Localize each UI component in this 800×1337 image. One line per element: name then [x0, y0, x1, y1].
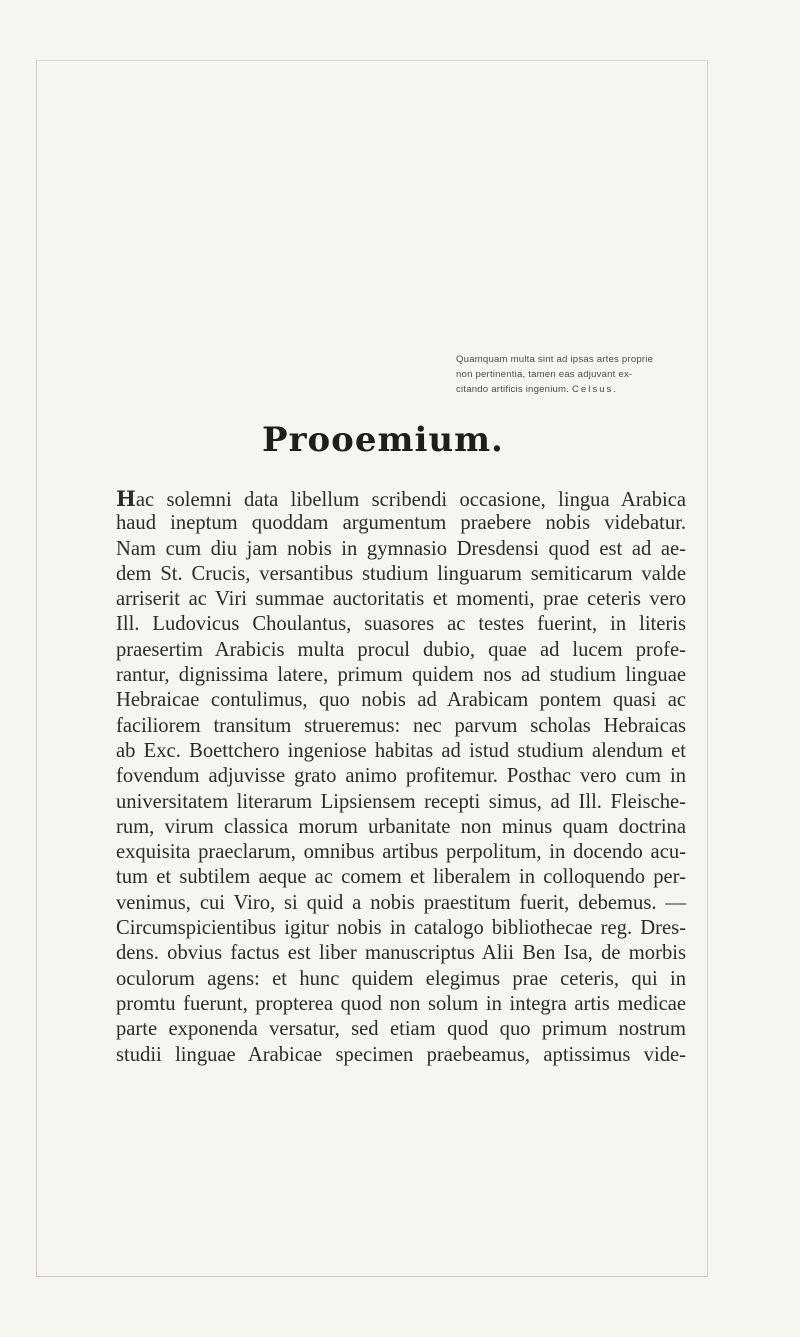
body-text — [116, 486, 686, 1068]
text-line — [116, 486, 686, 511]
epigraph-author: Celsus. — [572, 384, 618, 395]
text-line: Circumspicientibus igitur nobis in catalogo bibliothecae reg. Dres- — [116, 917, 686, 940]
text-line: tum et subtilem aeque ac comem et liberalem in colloquendo per- — [116, 866, 686, 889]
text-line: dens. obvius factus est liber manuscriptus Alii Ben Isa, de morbis — [116, 942, 686, 965]
text-line: exquisita praeclarum, omnibus artibus perpolitum, in docendo acu- — [116, 841, 686, 864]
initial-letter: H — [116, 486, 136, 511]
first-line-text: ac solemni data libellum scribendi occasione, lingua Arabica — [135, 489, 686, 511]
text-line: ab Exc. Boettchero ingeniose habitas ad istud studium alendum et — [116, 739, 686, 762]
text-line: venimus, cui Viro, si quid a nobis praestitum fuerit, debemus. — — [116, 891, 686, 914]
text-line: studii linguae Arabicae specimen praebeamus, aptissimus vide- — [116, 1043, 686, 1066]
text-line: Hebraicae contulimus, quo nobis ad Arabicam pontem quasi ac — [116, 689, 686, 712]
text-line: rum, virum classica morum urbanitate non minus quam doctrina — [116, 815, 686, 838]
text-line: faciliorem transitum strueremus: nec parvum scholas Hebraicas — [116, 714, 686, 737]
epigraph-line — [456, 382, 706, 397]
epigraph-line: Quamquam multa sint ad ipsas artes proprie — [456, 354, 654, 365]
text-line: haud ineptum quoddam argumentum praebere nobis videbatur. — [116, 512, 686, 535]
epigraph — [456, 352, 706, 397]
text-line: Ill. Ludovicus Choulantus, suasores ac testes fuerint, in literis — [116, 613, 686, 636]
text-line: parte exponenda versatur, sed etiam quod quo primum nostrum — [116, 1018, 686, 1041]
text-line: oculorum agens: et hunc quidem elegimus prae ceteris, qui in — [116, 967, 686, 990]
text-line: praesertim Arabicis multa procul dubio, quae ad lucem profe- — [116, 638, 686, 661]
text-line: fovendum adjuvisse grato animo profitemur. Posthac vero cum in — [116, 765, 686, 788]
page-title: Prooemium. — [262, 420, 504, 460]
text-line: promtu fuerunt, propterea quod non solum in integra artis medicae — [116, 992, 686, 1015]
epigraph-line: non pertinentia, tamen eas adjuvant ex- — [456, 369, 633, 380]
text-line: dem St. Crucis, versantibus studium linguarum semiticarum valde — [116, 562, 686, 585]
epigraph-line-text: citando artificis ingenium. — [456, 384, 570, 395]
text-line: universitatem literarum Lipsiensem recepti simus, ad Ill. Fleische- — [116, 790, 686, 813]
text-line: Nam cum diu jam nobis in gymnasio Dresdensi quod est ad ae- — [116, 537, 686, 560]
text-line: arriserit ac Viri summae auctoritatis et momenti, prae ceteris vero — [116, 588, 686, 611]
text-line: rantur, dignissima latere, primum quidem nos ad studium linguae — [116, 664, 686, 687]
